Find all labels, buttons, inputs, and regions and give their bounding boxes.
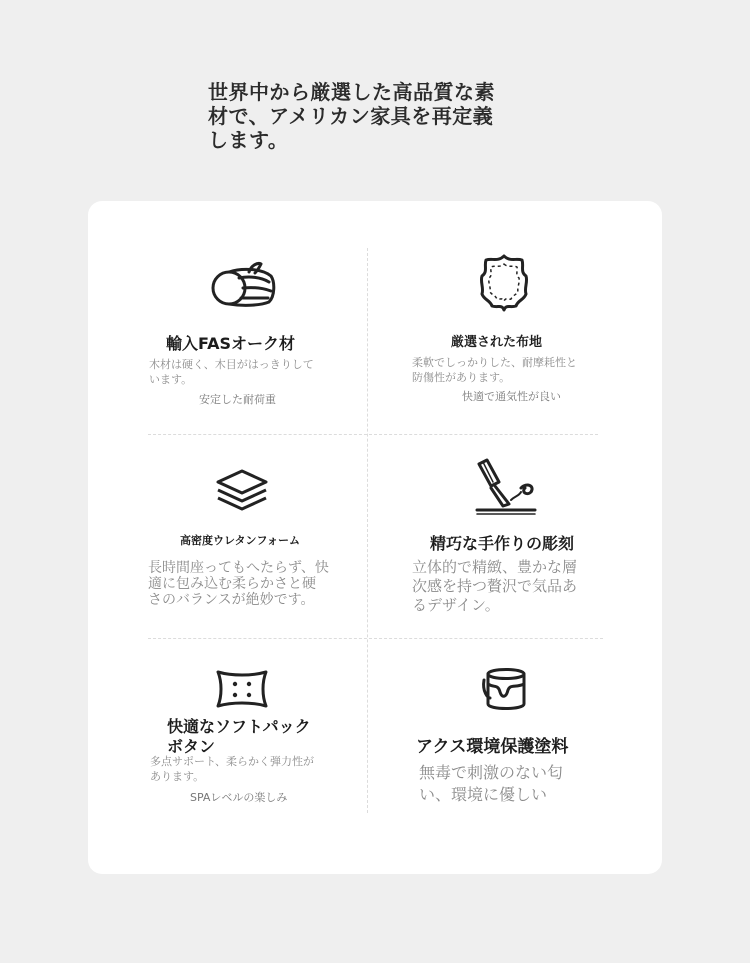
carving-knife-icon [473, 456, 541, 516]
grid-divider-horizontal [148, 638, 603, 639]
feature-description: 柔軟でしっかりした、耐摩耗性と 防傷性があります。 [412, 356, 577, 384]
cushion-icon [214, 668, 270, 710]
feature-description: 多点サポート、柔らかく弾力性が あります。 [150, 755, 315, 783]
feature-title: 厳選された布地 [451, 335, 543, 350]
page-headline: 世界中から厳選した高品質な素 材で、アメリカン家具を再定義 します。 [208, 80, 495, 152]
wood-log-icon [209, 258, 277, 308]
feature-title: 精巧な手作りの彫刻 [430, 534, 575, 553]
feature-subtext: 安定した耐荷重 [199, 393, 276, 406]
feature-title: 快適なソフトパック ボタン [167, 717, 311, 756]
paint-can-icon [480, 662, 532, 714]
feature-title: アクス環境保護塗料 [416, 737, 569, 757]
feature-description: 無毒で刺激のない匂 い、環境に優しい [419, 763, 564, 804]
leather-hide-icon [476, 252, 532, 314]
feature-description: 木材は硬く、木目がはっきりして います。 [149, 358, 314, 386]
feature-description: 長時間座ってもへたらず、快 適に包み込む柔らかさと硬 さのバランスが絶妙です。 [148, 560, 329, 608]
feature-title: 輸入FASオーク材 [166, 334, 296, 353]
feature-title: 高密度ウレタンフォーム [180, 534, 301, 547]
feature-subtext: SPAレベルの楽しみ [190, 791, 288, 804]
grid-divider-vertical [367, 248, 368, 813]
feature-description: 立体的で精緻、豊かな層 次感を持つ贅沢で気品あ るデザイン。 [412, 558, 578, 614]
feature-subtext: 快適で通気性が良い [462, 390, 561, 403]
layers-icon [215, 468, 269, 512]
grid-divider-horizontal [148, 434, 598, 435]
